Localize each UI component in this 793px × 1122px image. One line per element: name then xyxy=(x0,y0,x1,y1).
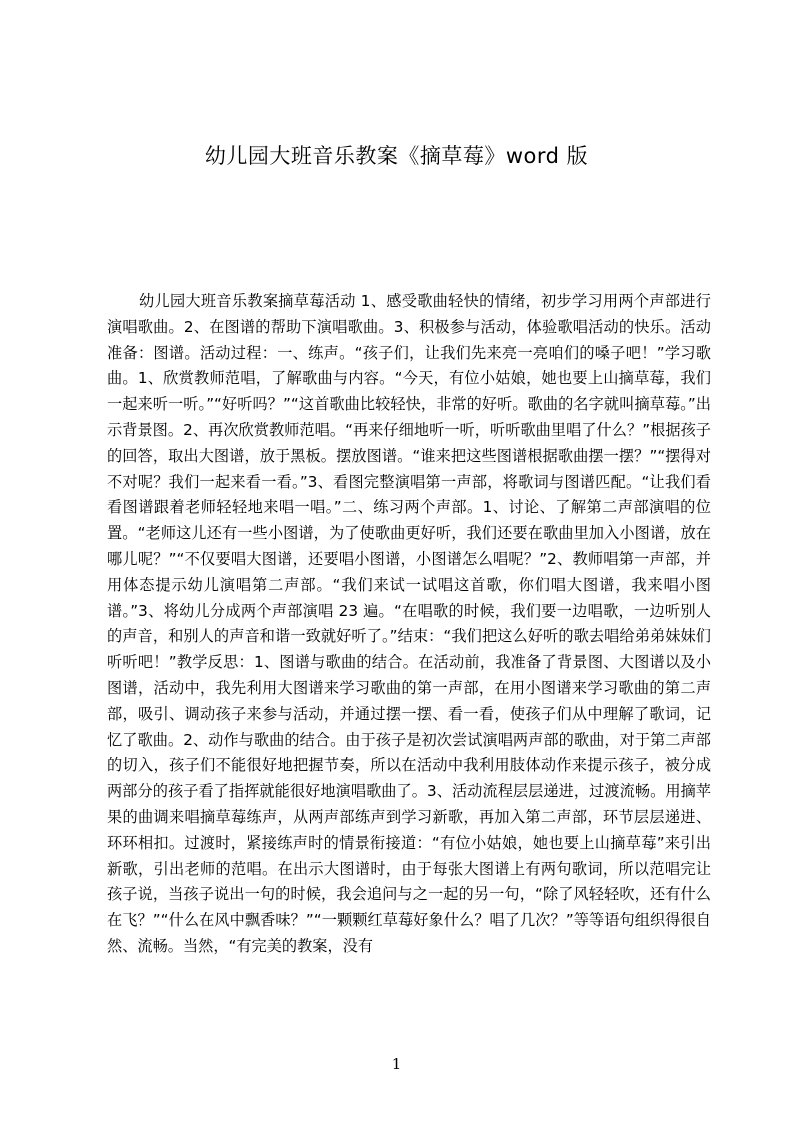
document-body-paragraph: 幼儿园大班音乐教案摘草莓活动 1、感受歌曲轻快的情绪，初步学习用两个声部进行演唱歌曲。2、在图谱的帮助下演唱歌曲。3、积极参与活动，体验歌唱活动的快乐。活动准备：图谱。活动过程：一、练声。“孩子们，让我们先来亮一亮咱们的嗓子吧！”学习歌曲。1、欣赏教师范唱，了解歌曲与内容。“今天，有位小姑娘，她也要上山摘草莓，我们一起来听一听。”“好听吗？”“这首歌曲比较轻快，非常的好听。歌曲的名字就叫摘草莓。”出示背景图。2、再次欣赏教师范唱。“再来仔细地听一听，听听歌曲里唱了什么？”根据孩子的回答，取出大图谱，放于黑板。摆放图谱。“谁来把这些图谱根据歌曲摆一摆？”“摆得对不对呢？我们一起来看一看。”3、看图完整演唱第一声部，将歌词与图谱匹配。“让我们看看图谱跟着老师轻轻地来唱一唱。”二、练习两个声部。1、讨论、了解第二声部演唱的位置。“老师这儿还有一些小图谱，为了使歌曲更好听，我们还要在歌曲里加入小图谱，放在哪儿呢？”“不仅要唱大图谱，还要唱小图谱，小图谱怎么唱呢？”2、教师唱第一声部，并用体态提示幼儿演唱第二声部。“我们来试一试唱这首歌，你们唱大图谱，我来唱小图谱。”3、将幼儿分成两个声部演唱 23 遍。“在唱歌的时候，我们要一边唱歌，一边听别人的声音，和别人的声音和谐一致就好听了。”结束：“我们把这么好听的歌去唱给弟弟妹妹们听听吧！”教学反思：1、图谱与歌曲的结合。在活动前，我准备了背景图、大图谱以及小图谱，活动中，我先利用大图谱来学习歌曲的第一声部，在用小图谱来学习歌曲的第二声部，吸引、调动孩子来参与活动，并通过摆一摆、看一看，使孩子们从中理解了歌词，记忆了歌曲。2、动作与歌曲的结合。由于孩子是初次尝试演唱两声部的歌曲，对于第二声部的切入，孩子们不能很好地把握节奏，所以在活动中我利用肢体动作来提示孩子，被分成两部分的孩子看了指挥就能很好地演唱歌曲了。3、活动流程层层递进，过渡流畅。用摘苹果的曲调来唱摘草莓练声，从两声部练声到学习新歌，再加入第二声部，环节层层递进、环环相扣。过渡时，紧接练声时的情景衔接道：“有位小姑娘，她也要上山摘草莓”来引出新歌，引出老师的范唱。在出示大图谱时，由于每张大图谱上有两句歌词，所以范唱完让孩子说，当孩子说出一句的时候，我会追问与之一起的另一句，“除了风轻轻吹，还有什么在飞？”“什么在风中飘香味？”“一颗颗红草莓好象什么？唱了几次？”等等语句组织得很自然、流畅。当然，“有完美的教案，没有 xyxy=(107,292,711,955)
document-title: 幼儿园大班音乐教案《摘草莓》word 版 xyxy=(204,144,589,168)
page-number: 1 xyxy=(391,1055,402,1073)
